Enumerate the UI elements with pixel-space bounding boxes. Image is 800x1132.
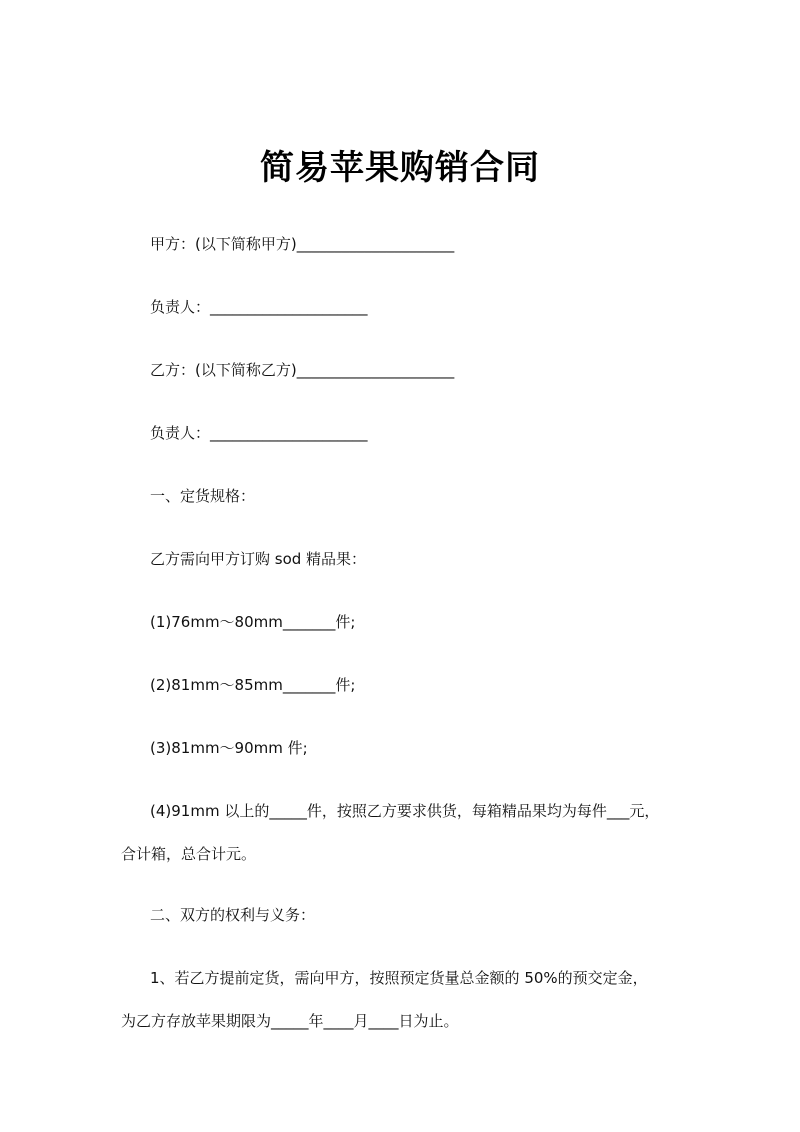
section-2-heading: 二、双方的权利与义务： <box>150 906 316 924</box>
document-title: 简易苹果购销合同 <box>260 148 540 188</box>
spec-item-1: (1)76mm～80mm_______件; <box>150 613 356 631</box>
clause-1-continued: 为乙方存放苹果期限为_____年____月____日为止。 <box>121 1012 459 1030</box>
party-b-responsible-line: 负责人：_____________________ <box>150 424 368 442</box>
clause-1: 1、若乙方提前定货，需向甲方，按照预定货量总金额的 50%的预交定金， <box>150 969 648 987</box>
order-intro: 乙方需向甲方订购 sod 精品果： <box>150 550 367 568</box>
spec-item-2: (2)81mm～85mm_______件; <box>150 676 356 694</box>
party-b-line: 乙方：(以下简称乙方)_____________________ <box>150 361 455 379</box>
party-a-line: 甲方：(以下简称甲方)_____________________ <box>150 235 455 253</box>
party-a-responsible-line: 负责人：_____________________ <box>150 298 368 316</box>
spec-item-4: (4)91mm 以上的_____件，按照乙方要求供货，每箱精品果均为每件___元， <box>150 802 660 820</box>
section-1-heading: 一、定货规格： <box>150 487 256 505</box>
spec-item-3: (3)81mm～90mm 件; <box>150 739 308 757</box>
spec-item-4-continued: 合计箱，总合计元。 <box>121 845 257 863</box>
